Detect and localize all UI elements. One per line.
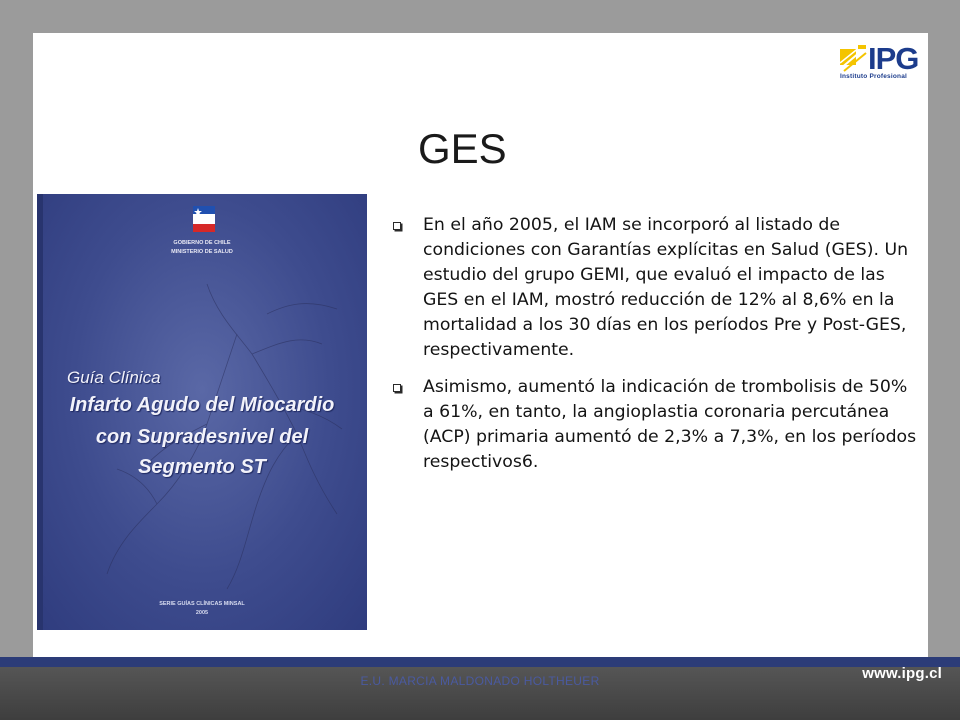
cover-title-line3: con Supradesnivel del [95,426,309,448]
square-bullet-icon [393,384,401,392]
ipg-sun-icon [838,45,868,75]
cover-gov-line2: MINISTERIO DE SALUD [171,249,233,255]
footer-band [0,657,960,720]
cover-title-line2: Infarto Agudo del Miocardio [69,394,335,416]
bullet-text: En el año 2005, el IAM se incorporó al listado de condiciones con Garantías explícitas en Salud (GES). Un estudio del grupo GEMI, que evaluó el impacto de las GES en el IAM, mostró reducción de 12% al 8,6% en la mortalidad a los 30 días en los períodos Pre y Post-GES, respectivamente. [423,215,909,360]
bullet-item [393,375,923,475]
ipg-logo [838,41,920,85]
logo-subtitle: Instituto Profesional [840,73,908,80]
cover-gov-line1: GOBIERNO DE CHILE [173,240,231,246]
cover-title-line4: Segmento ST [138,456,266,478]
bullet-item [393,213,923,363]
bullet-text: Asimismo, aumentó la indicación de trombolisis de 50% a 61%, en tanto, la angioplastia coronaria percutánea (ACP) primaria aumentó de 2,3% a 7,3%, en los períodos respectivos6. [423,377,917,472]
square-bullet-icon [393,222,401,230]
guide-cover-image [37,194,367,630]
bullet-list [393,213,923,487]
footer-stripe [0,657,960,667]
author-credit: E.U. MARCIA MALDONADO HOLTHEUER [360,674,600,688]
footer-url: www.ipg.cl [862,665,942,682]
slide-title: GES [418,125,507,172]
chile-crest-icon [187,204,221,234]
logo-wordmark: IPG [868,41,919,76]
cover-year: 2005 [195,610,209,616]
cover-title-line1: Guía Clínica [67,368,161,387]
cover-series: SERIE GUÍAS CLÍNICAS MINSAL [159,601,245,607]
